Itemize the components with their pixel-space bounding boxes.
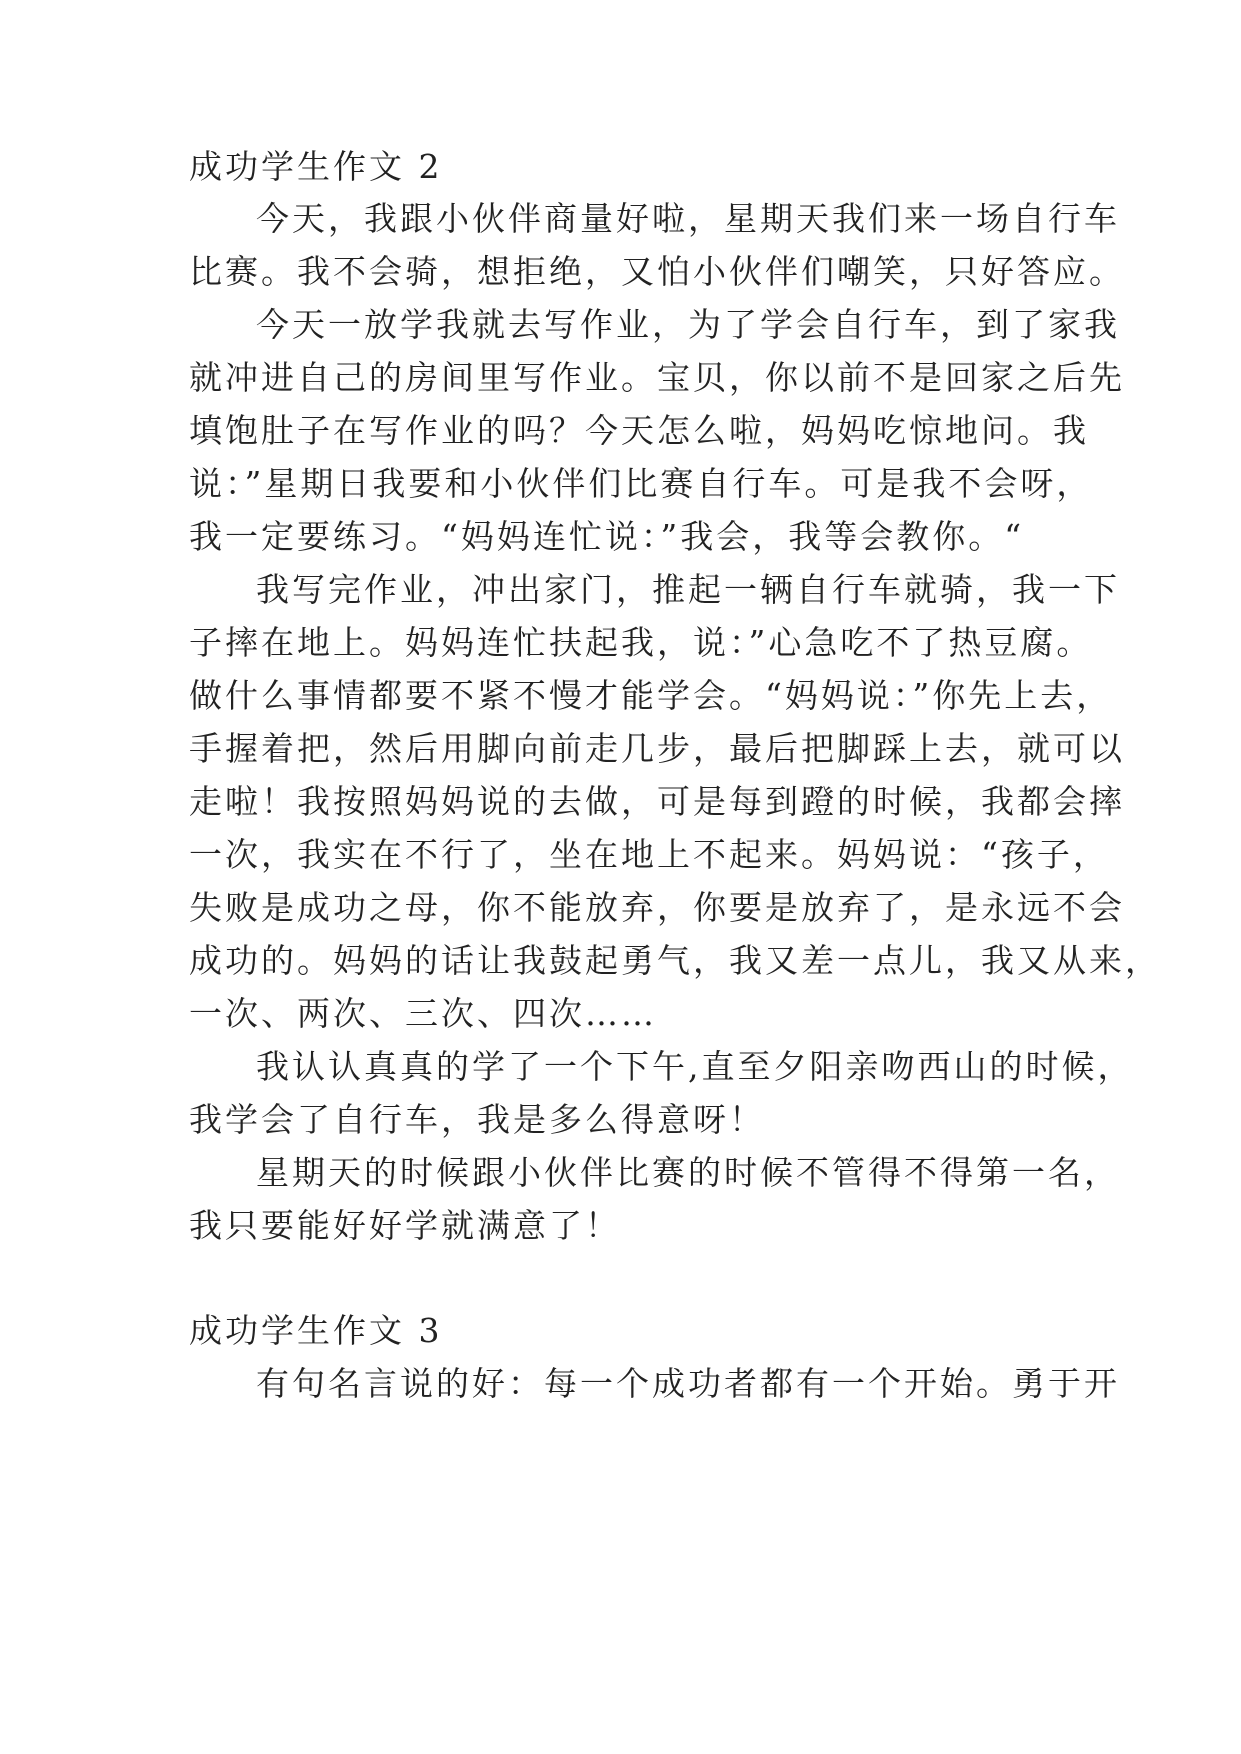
text-line: 走啦！我按照妈妈说的去做，可是每到蹬的时候，我都会摔 xyxy=(189,782,1125,821)
text-line: 失败是成功之母，你不能放弃，你要是放弃了，是永远不会 xyxy=(189,888,1125,927)
text-line: 我学会了自行车，我是多么得意呀！ xyxy=(189,1100,765,1139)
text-line: 星期天的时候跟小伙伴比赛的时候不管得不得第一名， xyxy=(256,1153,1120,1192)
text-line: 比赛。我不会骑，想拒绝，又怕小伙伴们嘲笑，只好答应。 xyxy=(189,252,1125,291)
text-line: 填饱肚子在写作业的吗？今天怎么啦，妈妈吃惊地问。我 xyxy=(189,411,1089,450)
text-line: 我写完作业，冲出家门，推起一辆自行车就骑，我一下 xyxy=(256,570,1120,609)
text-line: 子摔在地上。妈妈连忙扶起我，说：”心急吃不了热豆腐。 xyxy=(189,623,1093,662)
text-line: 做什么事情都要不紧不慢才能学会。“妈妈说：”你先上去， xyxy=(189,676,1113,715)
text-line: 成功的。妈妈的话让我鼓起勇气，我又差一点儿，我又从来， xyxy=(189,941,1161,980)
text-line: 我认认真真的学了一个下午,直至夕阳亲吻西山的时候， xyxy=(256,1047,1134,1086)
text-line: 手握着把，然后用脚向前走几步，最后把脚踩上去，就可以 xyxy=(189,729,1125,768)
text-line: 有句名言说的好：每一个成功者都有一个开始。勇于开 xyxy=(256,1364,1120,1403)
text-line: 我一定要练习。“妈妈连忙说：”我会，我等会教你。“ xyxy=(189,517,1025,556)
text-line: 我只要能好好学就满意了！ xyxy=(189,1206,621,1245)
section-heading: 成功学生作文 2 xyxy=(189,147,443,186)
text-line: 就冲进自己的房间里写作业。宝贝，你以前不是回家之后先 xyxy=(189,358,1125,397)
text-line: 一次，我实在不行了，坐在地上不起来。妈妈说：“孩子， xyxy=(189,835,1109,874)
text-line: 一次、两次、三次、四次…… xyxy=(189,994,657,1033)
text-line: 说：”星期日我要和小伙伴们比赛自行车。可是我不会呀， xyxy=(189,464,1093,503)
section-heading: 成功学生作文 3 xyxy=(189,1311,443,1350)
text-line: 今天一放学我就去写作业，为了学会自行车，到了家我 xyxy=(256,305,1120,344)
text-line: 今天，我跟小伙伴商量好啦，星期天我们来一场自行车 xyxy=(256,199,1120,238)
